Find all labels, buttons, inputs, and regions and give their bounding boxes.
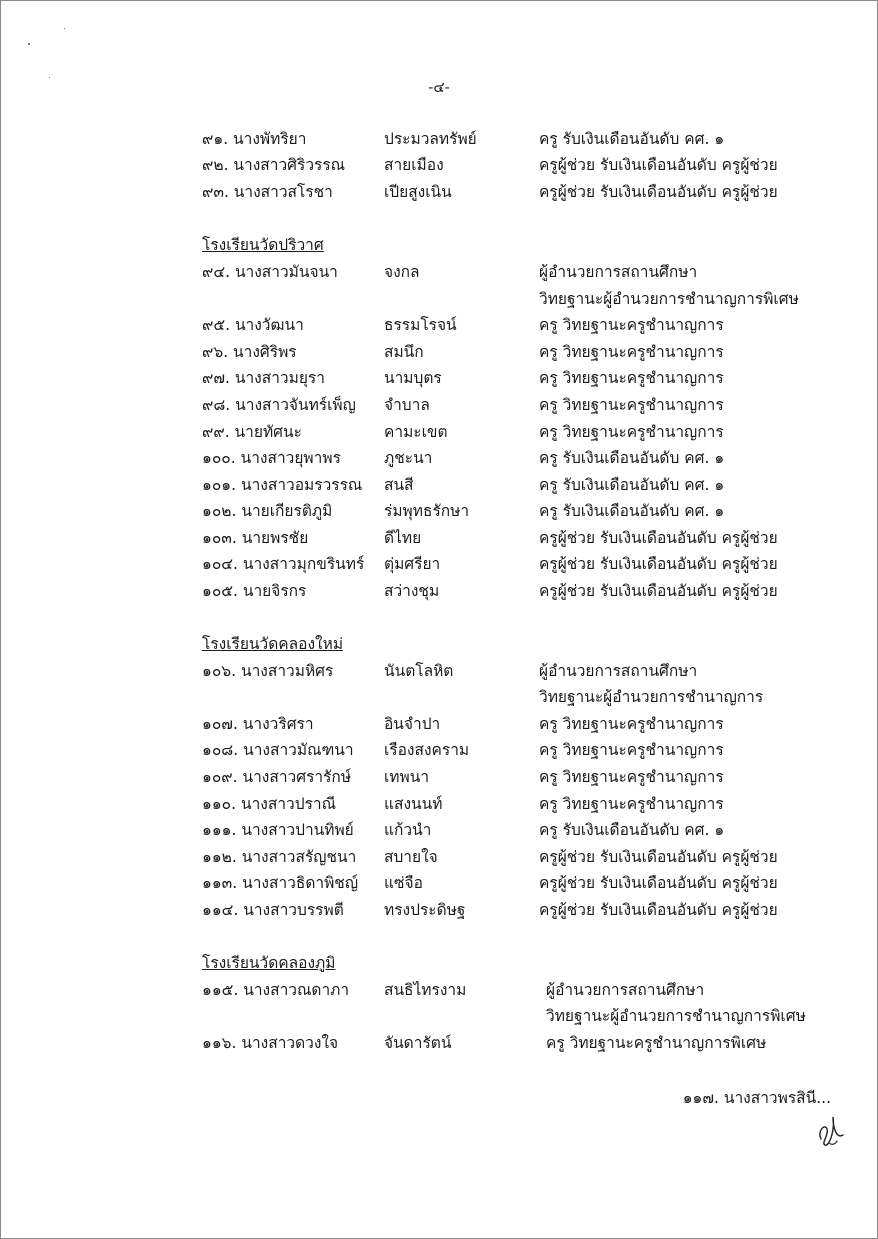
staff-position: ผู้อำนวยการสถานศึกษา xyxy=(539,662,698,680)
staff-position: ครู รับเงินเดือนอันดับ คศ. ๑ xyxy=(539,476,725,494)
initials-signature xyxy=(813,1109,849,1149)
staff-row xyxy=(1,339,877,365)
staff-position: ครูผู้ช่วย รับเงินเดือนอันดับ ครูผู้ช่วย xyxy=(539,901,778,919)
staff-row xyxy=(1,817,877,843)
staff-surname: ร่มพุทธรักษา xyxy=(384,502,470,520)
staff-position: ครู รับเงินเดือนอันดับ คศ. ๑ xyxy=(539,502,725,520)
staff-position: ครูผู้ช่วย รับเงินเดือนอันดับ ครูผู้ช่วย xyxy=(539,582,778,600)
staff-surname: ประมวลทรัพย์ xyxy=(384,130,477,148)
staff-name: ๙๕. นางวัฒนา xyxy=(202,316,304,334)
staff-name: ๑๑๖. นางสาวดวงใจ xyxy=(202,1034,339,1052)
staff-row xyxy=(1,711,877,737)
staff-position: วิทยฐานะผู้อำนวยการชำนาญการพิเศษ xyxy=(539,290,799,308)
staff-name: ๑๐๙. นางสาวศรารักษ์ xyxy=(202,768,352,786)
staff-surname: เปียสูงเนิน xyxy=(384,183,452,201)
staff-name: ๑๐๐. นางสาวยุพาพร xyxy=(202,449,341,467)
staff-row xyxy=(1,392,877,418)
staff-name: ๙๑. นางพัทริยา xyxy=(202,130,307,148)
staff-row xyxy=(1,897,877,923)
staff-row xyxy=(1,844,877,870)
staff-surname: นันตโลหิต xyxy=(384,662,454,680)
staff-row xyxy=(1,312,877,338)
school-heading: โรงเรียนวัดคลองใหม่ xyxy=(202,635,344,653)
staff-row xyxy=(1,152,877,178)
staff-row xyxy=(1,525,877,551)
staff-name: ๙๙. นายทัศนะ xyxy=(202,423,302,441)
staff-surname: สว่างชุม xyxy=(384,582,440,600)
scan-speck xyxy=(64,28,65,29)
staff-position: ครู วิทยฐานะครูชำนาญการ xyxy=(539,396,724,414)
staff-surname: สนธิไทรงาม xyxy=(384,981,467,999)
page-number: -๔- xyxy=(428,78,450,96)
staff-name: ๑๑๒. นางสาวสรัญชนา xyxy=(202,848,357,866)
staff-position: ผู้อำนวยการสถานศึกษา xyxy=(546,981,705,999)
staff-surname: แซ่จือ xyxy=(384,874,423,892)
staff-position: ครู วิทยฐานะครูชำนาญการ xyxy=(539,423,724,441)
staff-row xyxy=(1,737,877,763)
staff-position: ครู รับเงินเดือนอันดับ คศ. ๑ xyxy=(539,821,725,839)
staff-surname: สบายใจ xyxy=(384,848,438,866)
staff-name: ๑๐๑. นางสาวอมรวรรณ xyxy=(202,476,363,494)
staff-position: ครู รับเงินเดือนอันดับ คศ. ๑ xyxy=(539,130,725,148)
staff-position: ผู้อำนวยการสถานศึกษา xyxy=(539,263,698,281)
staff-row xyxy=(1,126,877,152)
staff-row xyxy=(1,179,877,205)
staff-name: ๑๐๒. นายเกียรติภูมิ xyxy=(202,502,333,520)
staff-position: วิทยฐานะผู้อำนวยการชำนาญการพิเศษ xyxy=(546,1007,806,1025)
staff-row xyxy=(1,1030,877,1056)
staff-surname: แสงนนท์ xyxy=(384,795,443,813)
staff-row xyxy=(1,419,877,445)
staff-row xyxy=(1,977,877,1003)
staff-surname: ธรรมโรจน์ xyxy=(384,316,457,334)
staff-row xyxy=(1,472,877,498)
staff-surname: จำบาล xyxy=(384,396,430,414)
staff-row-continuation xyxy=(1,684,877,710)
staff-name: ๑๐๓. นายพรชัย xyxy=(202,529,309,547)
staff-row-continuation xyxy=(1,286,877,312)
staff-surname: จงกล xyxy=(384,263,420,281)
staff-name: ๑๐๕. นายจิรกร xyxy=(202,582,307,600)
staff-position: ครู วิทยฐานะครูชำนาญการพิเศษ xyxy=(546,1034,767,1052)
staff-surname: เทพนา xyxy=(384,768,430,786)
staff-name: ๙๓. นางสาวสโรชา xyxy=(202,183,333,201)
staff-position: ครูผู้ช่วย รับเงินเดือนอันดับ ครูผู้ช่วย xyxy=(539,156,778,174)
staff-row xyxy=(1,578,877,604)
staff-position: ครู รับเงินเดือนอันดับ คศ. ๑ xyxy=(539,449,725,467)
staff-row xyxy=(1,551,877,577)
staff-row xyxy=(1,764,877,790)
staff-position: ครู วิทยฐานะครูชำนาญการ xyxy=(539,741,724,759)
staff-row xyxy=(1,870,877,896)
staff-position: ครู วิทยฐานะครูชำนาญการ xyxy=(539,343,724,361)
staff-name: ๑๐๘. นางสาวมัณฑนา xyxy=(202,741,354,759)
staff-row xyxy=(1,658,877,684)
staff-surname: เรืองสงคราม xyxy=(384,741,470,759)
staff-position: ครู วิทยฐานะครูชำนาญการ xyxy=(539,316,724,334)
staff-surname: ทรงประดิษฐ xyxy=(384,901,466,919)
staff-surname: จันดารัตน์ xyxy=(384,1034,452,1052)
staff-position: ครูผู้ช่วย รับเงินเดือนอันดับ ครูผู้ช่วย xyxy=(539,529,778,547)
staff-name: ๑๑๕. นางสาวณดาภา xyxy=(202,981,350,999)
staff-position: ครูผู้ช่วย รับเงินเดือนอันดับ ครูผู้ช่วย xyxy=(539,555,778,573)
staff-position: ครูผู้ช่วย รับเงินเดือนอันดับ ครูผู้ช่วย xyxy=(539,183,778,201)
staff-row xyxy=(1,365,877,391)
staff-surname: สนสี xyxy=(384,476,414,494)
staff-name: ๙๘. นางสาวจันทร์เพ็ญ xyxy=(202,396,356,414)
scan-speck xyxy=(28,43,30,45)
staff-position: ครู วิทยฐานะครูชำนาญการ xyxy=(539,768,724,786)
staff-position: วิทยฐานะผู้อำนวยการชำนาญการ xyxy=(539,688,764,706)
staff-name: ๑๐๖. นางสาวมหิศร xyxy=(202,662,334,680)
staff-surname: อินจำปา xyxy=(384,715,441,733)
school-heading: โรงเรียนวัดคลองภูมิ xyxy=(202,954,336,972)
staff-name: ๑๑๐. นางสาวปราณี xyxy=(202,795,336,813)
staff-row-continuation xyxy=(1,1003,877,1029)
staff-name: ๑๑๑. นางสาวปานทิพย์ xyxy=(202,821,354,839)
staff-name: ๙๒. นางสาวศิริวรรณ xyxy=(202,156,346,174)
staff-surname: สายเมือง xyxy=(384,156,444,174)
staff-row xyxy=(1,498,877,524)
staff-surname: นามบุตร xyxy=(384,369,442,387)
staff-name: ๙๗. นางสาวมยุรา xyxy=(202,369,325,387)
staff-surname: สมนึก xyxy=(384,343,424,361)
staff-row xyxy=(1,445,877,471)
staff-position: ครูผู้ช่วย รับเงินเดือนอันดับ ครูผู้ช่วย xyxy=(539,848,778,866)
staff-name: ๙๔. นางสาวมันจนา xyxy=(202,263,338,281)
staff-position: ครู วิทยฐานะครูชำนาญการ xyxy=(539,795,724,813)
staff-row xyxy=(1,259,877,285)
continuation-marker: ๑๑๗. นางสาวพรสินี... xyxy=(682,1089,831,1107)
staff-surname: ดีไทย xyxy=(384,529,422,547)
staff-position: ครู วิทยฐานะครูชำนาญการ xyxy=(539,715,724,733)
staff-name: ๑๑๔. นางสาวบรรพตี xyxy=(202,901,344,919)
staff-row xyxy=(1,791,877,817)
staff-position: ครูผู้ช่วย รับเงินเดือนอันดับ ครูผู้ช่วย xyxy=(539,874,778,892)
staff-name: ๑๑๓. นางสาวธิดาพิชญ์ xyxy=(202,874,359,892)
staff-name: ๙๖. นางศิริพร xyxy=(202,343,297,361)
staff-name: ๑๐๔. นางสาวมุกขรินทร์ xyxy=(202,555,365,573)
staff-surname: แก้วนำ xyxy=(384,821,432,839)
staff-surname: คามะเขต xyxy=(384,423,448,441)
staff-surname: ตุ่มศรียา xyxy=(384,555,441,573)
school-heading: โรงเรียนวัดปริวาศ xyxy=(202,236,324,254)
staff-position: ครู วิทยฐานะครูชำนาญการ xyxy=(539,369,724,387)
staff-surname: ภูชะนา xyxy=(384,449,433,467)
staff-name: ๑๐๗. นางวริศรา xyxy=(202,715,314,733)
